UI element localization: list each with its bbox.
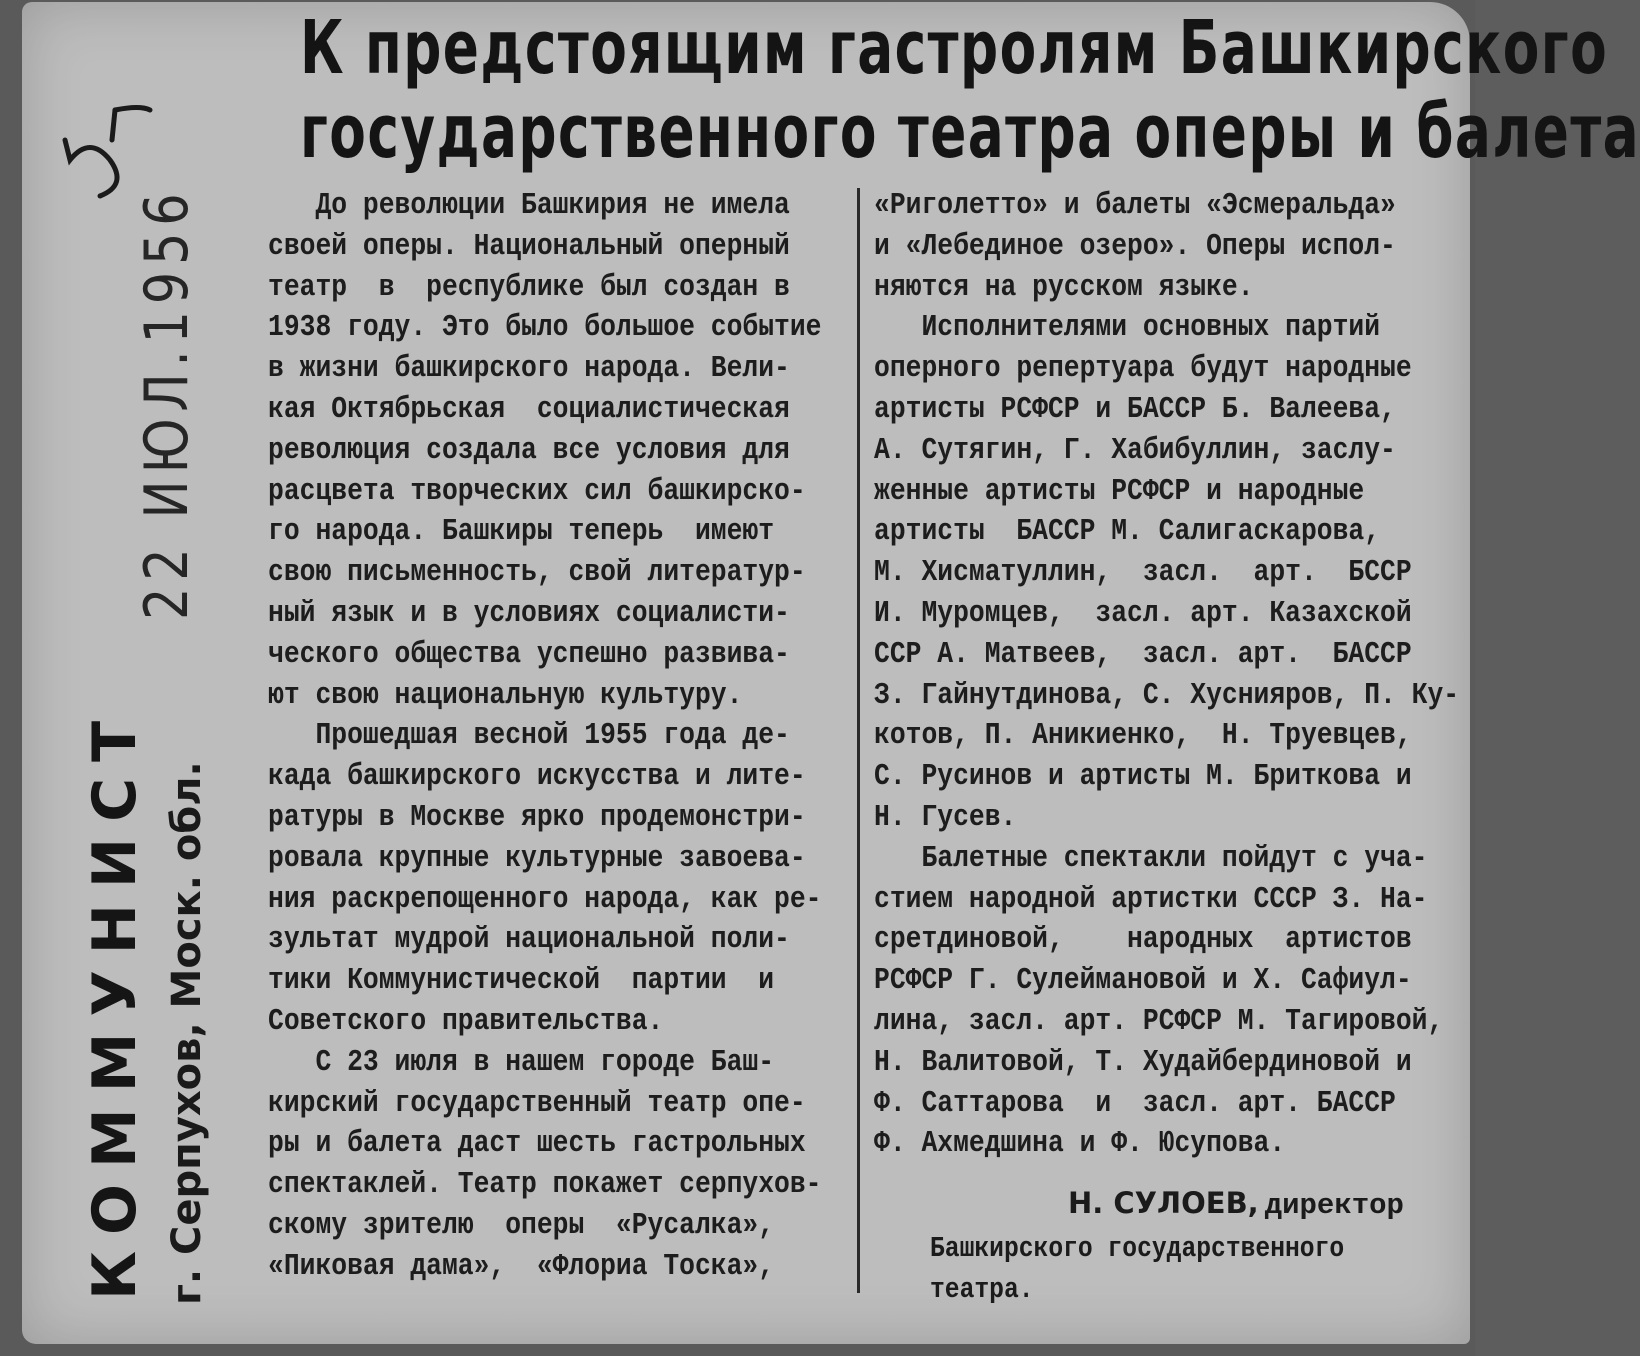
text-line: сретдиновой, народных артистов xyxy=(874,922,1412,958)
column-divider xyxy=(857,188,860,1293)
text-line: театр в республике был создан в xyxy=(268,269,790,305)
text-line: Балетные спектакли пойдут с уча- xyxy=(874,840,1428,876)
text-line: 1938 году. Это было большое событие xyxy=(268,310,822,346)
text-line: няются на русском языке. xyxy=(874,269,1254,305)
text-line: Исполнителями основных партий xyxy=(874,310,1381,346)
text-line: стием народной артистки СССР З. На- xyxy=(874,881,1428,917)
text-line: Н. Гусев. xyxy=(874,799,1017,835)
text-line: И. Муромцев, засл. арт. Казахской xyxy=(874,595,1412,631)
signature-affiliation-line-2: театра. xyxy=(930,1273,1034,1306)
text-line: тики Коммунистической партии и xyxy=(268,963,775,999)
signature-affiliation xyxy=(930,1228,1344,1310)
text-line: свою письменность, свой литератур- xyxy=(268,555,806,591)
text-line: ССР А. Матвеев, засл. арт. БАССР xyxy=(874,636,1412,672)
text-line: зультат мудрой национальной поли- xyxy=(268,922,790,958)
text-line: С. Русинов и артисты М. Бриткова и xyxy=(874,759,1412,795)
article-column-1 xyxy=(268,186,849,1288)
text-line: Советского правительства. xyxy=(268,1003,664,1039)
signature-name: Н. СУЛОЕВ, xyxy=(1068,1186,1259,1220)
signature-line xyxy=(1068,1186,1404,1222)
text-line: Н. Валитовой, Т. Худайбердиновой и xyxy=(874,1044,1412,1080)
text-line: спектаклей. Театр покажет серпухов- xyxy=(268,1167,822,1203)
text-line: и «Лебединое озеро». Оперы испол- xyxy=(874,228,1396,264)
text-line: котов, П. Аникиенко, Н. Труевцев, xyxy=(874,718,1412,754)
text-line: артисты БАССР М. Салигаскарова, xyxy=(874,514,1381,550)
text-line: ратуры в Москве ярко продемонстри- xyxy=(268,799,806,835)
text-line: «Пиковая дама», «Флориа Тоска», xyxy=(268,1248,775,1284)
article-headline xyxy=(300,5,1640,175)
text-line: ческого общества успешно развива- xyxy=(268,636,790,672)
text-line: А. Сутягин, Г. Хабибуллин, заслу- xyxy=(874,432,1396,468)
text-line: лина, засл. арт. РСФСР М. Тагировой, xyxy=(874,1003,1444,1039)
text-line: революция создала все условия для xyxy=(268,432,790,468)
text-line: ния раскрепощенного народа, как ре- xyxy=(268,881,822,917)
text-line: Ф. Ахмедшина и Ф. Юсупова. xyxy=(874,1126,1286,1162)
text-line: своей оперы. Национальный оперный xyxy=(268,228,790,264)
headline-line-2: государственного театра оперы и балета xyxy=(300,89,1640,175)
text-line: Прошедшая весной 1955 года де- xyxy=(268,718,790,754)
signature-role: директор xyxy=(1264,1189,1404,1222)
text-line: расцвета творческих сил башкирско- xyxy=(268,473,806,509)
text-line: М. Хисматуллин, засл. арт. БССР xyxy=(874,555,1412,591)
text-line: ют свою национальную культуру. xyxy=(268,677,743,713)
text-line: РСФСР Г. Сулеймановой и Х. Сафиул- xyxy=(874,963,1412,999)
text-line: С 23 июля в нашем городе Баш- xyxy=(268,1044,775,1080)
newspaper-place: г. Серпухов, Моск. обл. xyxy=(164,761,210,1305)
headline-line-1: К предстоящим гастролям Башкирского xyxy=(300,5,1609,91)
text-line: артисты РСФСР и БАССР Б. Валеева, xyxy=(874,391,1396,427)
text-line: кирский государственный театр опе- xyxy=(268,1085,806,1121)
text-line: До революции Башкирия не имела xyxy=(268,188,790,223)
text-line: З. Гайнутдинова, С. Хуснияров, П. Ку- xyxy=(874,677,1460,713)
text-line: Ф. Саттарова и засл. арт. БАССР xyxy=(874,1085,1396,1121)
text-line: скому зрителю оперы «Русалка», xyxy=(268,1207,775,1243)
text-line: ровала крупные культурные завоева- xyxy=(268,840,806,876)
text-line: го народа. Башкиры теперь имеют xyxy=(268,514,775,550)
text-line: женные артисты РСФСР и народные xyxy=(874,473,1365,509)
text-line: ный язык и в условиях социалисти- xyxy=(268,595,790,631)
text-line: оперного репертуара будут народные xyxy=(874,351,1412,387)
signature-affiliation-line-1: Башкирского государственного xyxy=(930,1232,1345,1265)
newspaper-masthead: КОММУНИСТ xyxy=(80,704,150,1300)
text-line: када башкирского искусства и лите- xyxy=(268,759,806,795)
text-line: ры и балета даст шесть гастрольных xyxy=(268,1126,806,1162)
text-line: в жизни башкирского народа. Вели- xyxy=(268,351,790,387)
article-column-2 xyxy=(874,186,1460,1165)
text-line: «Риголетто» и балеты «Эсмеральда» xyxy=(874,188,1396,223)
date-stamp: 22 ИЮЛ.1956 xyxy=(132,186,202,620)
text-line: кая Октябрьская социалистическая xyxy=(268,391,790,427)
